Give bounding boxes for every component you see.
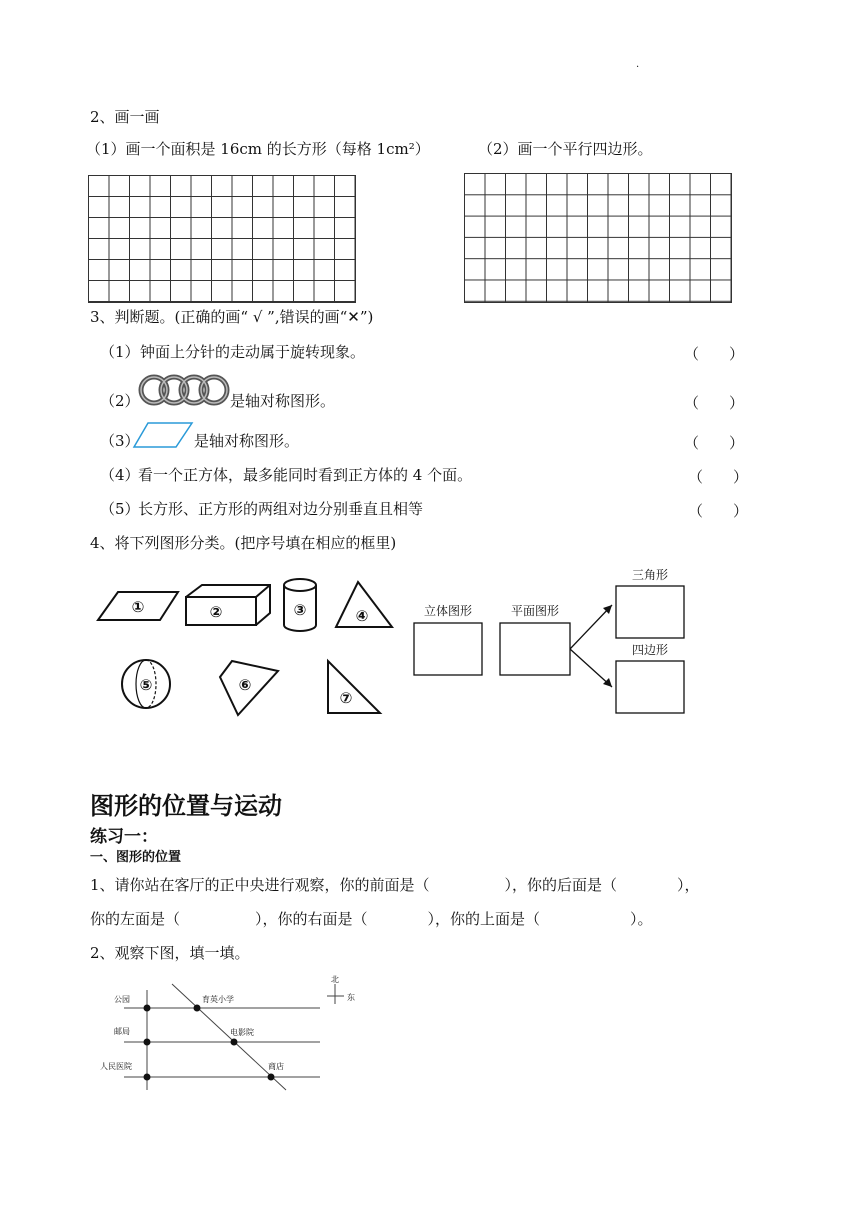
map-north: 北: [331, 975, 339, 984]
box-plane: [500, 623, 570, 675]
label-7: ⑦: [339, 689, 353, 707]
label-5: ⑤: [139, 676, 153, 694]
q3-title: 3、判断题。(正确的画“ √ ”,错误的画“✕”): [90, 308, 374, 326]
box-triangle-label: 三角形: [631, 568, 669, 582]
q3-item4-num: （4）: [100, 466, 140, 484]
p2-title: 2、观察下图，填一填。: [90, 944, 250, 962]
q4-title: 4、将下列图形分类。(把序号填在相应的框里): [90, 534, 397, 552]
classification-figure: [90, 565, 710, 725]
q3-item5-answer[interactable]: （ ）: [688, 502, 749, 520]
shape-7-right-triangle: [328, 661, 380, 713]
q3-item1-answer[interactable]: （ ）: [684, 345, 745, 363]
label-2: ②: [209, 603, 223, 621]
q3-item1-text: 钟面上分针的走动属于旋转现象。: [140, 343, 366, 361]
q2-sub1: （1）画一个面积是 16cm 的长方形（每格 1cm²）: [86, 140, 430, 158]
q3-item5-text: 长方形、正方形的两组对边分别垂直且相等: [138, 500, 424, 518]
box-plane-label: 平面图形: [510, 604, 560, 618]
map-park: 公园: [114, 995, 130, 1004]
map-figure: [90, 972, 370, 1094]
map-post: 邮局: [114, 1027, 130, 1036]
section-subtitle: 一、图形的位置: [90, 850, 182, 865]
rings-figure: [136, 373, 230, 409]
q2-title: 2、画一画: [90, 108, 160, 126]
page-mark: .: [636, 59, 640, 70]
map-shop: 商店: [268, 1062, 284, 1071]
parallelogram-figure: [132, 421, 194, 449]
drawing-grid-rectangle[interactable]: [88, 175, 356, 303]
q3-item5-num: （5）: [100, 500, 140, 518]
p1-line1: 1、请你站在客厅的正中央进行观察，你的前面是（ ），你的后面是（ ），: [90, 876, 700, 894]
map-school: 育英小学: [202, 995, 234, 1004]
box-solid: [414, 623, 482, 675]
section-title: 图形的位置与运动: [90, 792, 282, 820]
box-solid-label: 立体图形: [423, 604, 473, 618]
q3-item3-num: （3）: [100, 432, 140, 450]
box-quad: [616, 661, 684, 713]
p1-line2: 你的左面是（ ），你的右面是（ ），你的上面是（ ）。: [90, 910, 653, 928]
q3-item2-num: （2）: [100, 392, 140, 410]
q3-item3-text: 是轴对称图形。: [194, 432, 300, 450]
label-6: ⑥: [238, 676, 252, 694]
label-3: ③: [293, 601, 307, 619]
q2-sub2: （2）画一个平行四边形。: [478, 140, 653, 158]
q3-item2-answer[interactable]: （ ）: [684, 394, 745, 412]
q3-item4-text: 看一个正方体，最多能同时看到正方体的 4 个面。: [138, 466, 473, 484]
shape-3-cylinder: [284, 579, 316, 591]
q3-item2-text: 是轴对称图形。: [230, 392, 336, 410]
drawing-grid-parallelogram[interactable]: [464, 173, 732, 303]
exercise-title: 练习一：: [90, 827, 158, 847]
q3-item4-answer[interactable]: （ ）: [688, 468, 749, 486]
q3-item1-num: （1）: [100, 343, 140, 361]
box-triangle: [616, 586, 684, 638]
q3-item3-answer[interactable]: （ ）: [684, 434, 745, 452]
map-cinema: 电影院: [230, 1028, 254, 1037]
map-hospital: 人民医院: [100, 1062, 132, 1071]
map-east: 东: [347, 993, 355, 1002]
label-1: ①: [131, 598, 145, 616]
box-quad-label: 四边形: [631, 643, 669, 657]
label-4: ④: [355, 607, 369, 625]
